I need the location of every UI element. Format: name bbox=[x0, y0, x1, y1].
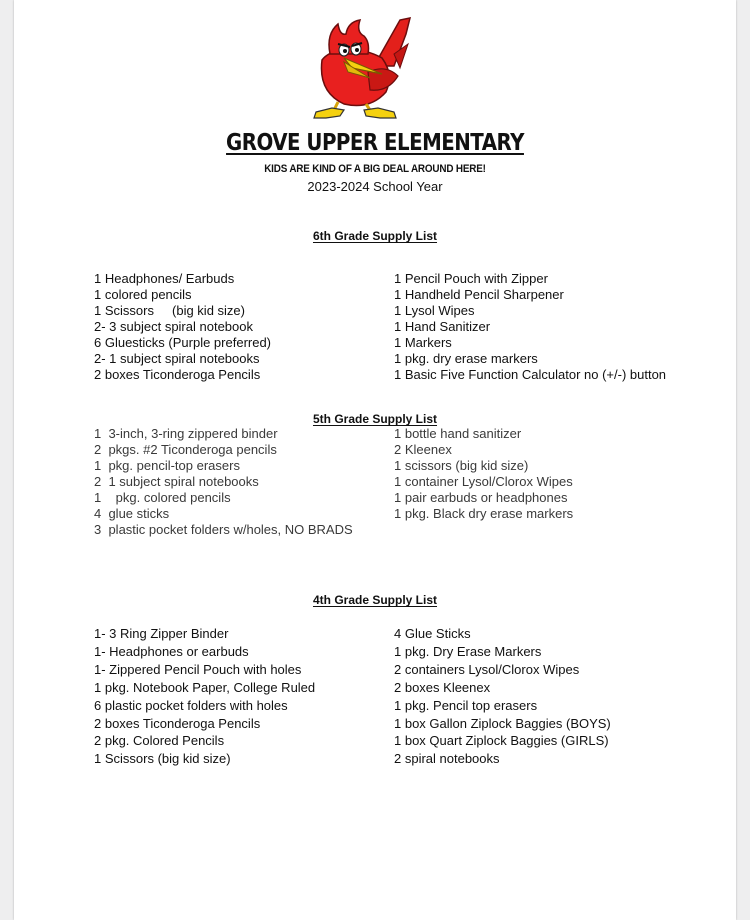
section-title-4th-grade: 4th Grade Supply List bbox=[312, 593, 438, 607]
list-item: 1- Headphones or earbuds bbox=[94, 643, 249, 659]
supply-list-6th-left bbox=[94, 271, 271, 383]
supply-list-4th-left bbox=[94, 625, 315, 768]
list-item: 1 box Gallon Ziplock Baggies (BOYS) bbox=[394, 715, 611, 731]
list-item: 1 Basic Five Function Calculator no (+/-) button bbox=[394, 367, 667, 382]
list-item: 2 containers Lysol/Clorox Wipes bbox=[394, 661, 580, 677]
section-title-6th-grade: 6th Grade Supply List bbox=[312, 229, 438, 243]
list-item: 6 plastic pocket folders with holes bbox=[94, 697, 288, 713]
list-item: 1 pkg. pencil-top erasers bbox=[94, 458, 240, 473]
list-item: 1 colored pencils bbox=[94, 287, 192, 302]
list-item: 2 boxes Ticonderoga Pencils bbox=[94, 715, 261, 731]
list-item: 1 Hand Sanitizer bbox=[394, 319, 491, 334]
list-item: 1 box Quart Ziplock Baggies (GIRLS) bbox=[394, 733, 609, 749]
supply-list-4th-right bbox=[394, 625, 611, 768]
list-item: 1 pair earbuds or headphones bbox=[394, 490, 568, 505]
list-item: 1 Markers bbox=[394, 335, 452, 350]
list-item: 2 spiral notebooks bbox=[394, 751, 500, 767]
list-item: 2 1 subject spiral notebooks bbox=[94, 474, 259, 489]
list-item: 1 Handheld Pencil Sharpener bbox=[394, 287, 564, 302]
document-page bbox=[14, 0, 736, 920]
school-tagline: KIDS ARE KIND OF A BIG DEAL AROUND HERE! bbox=[264, 163, 486, 175]
list-item: 2 pkg. Colored Pencils bbox=[94, 733, 225, 749]
list-item: 2- 1 subject spiral notebooks bbox=[94, 351, 260, 366]
list-item: 1 Headphones/ Earbuds bbox=[94, 271, 235, 286]
list-item: 1 pkg. dry erase markers bbox=[394, 351, 538, 366]
section-title-5th-grade: 5th Grade Supply List bbox=[312, 412, 438, 426]
list-item: 1 bottle hand sanitizer bbox=[394, 426, 522, 441]
list-item: 4 glue sticks bbox=[94, 506, 170, 521]
list-item: 1 Lysol Wipes bbox=[394, 303, 475, 318]
list-item: 1 pkg. colored pencils bbox=[94, 490, 231, 505]
list-item: 1 Scissors (big kid size) bbox=[94, 751, 231, 767]
cardinal-mascot-icon bbox=[282, 14, 432, 122]
list-item: 1 pkg. Black dry erase markers bbox=[394, 506, 574, 521]
list-item: 2 boxes Ticonderoga Pencils bbox=[94, 367, 261, 382]
list-item: 1 3-inch, 3-ring zippered binder bbox=[94, 426, 278, 441]
list-item: 1 pkg. Notebook Paper, College Ruled bbox=[94, 679, 316, 695]
school-year: 2023-2024 School Year bbox=[307, 179, 443, 194]
list-item: 1 container Lysol/Clorox Wipes bbox=[394, 474, 573, 489]
list-item: 1 scissors (big kid size) bbox=[394, 458, 529, 473]
list-item: 2 Kleenex bbox=[394, 442, 452, 457]
list-item: 1 pkg. Dry Erase Markers bbox=[394, 643, 542, 659]
list-item: 4 Glue Sticks bbox=[394, 626, 471, 641]
list-item: 1 Pencil Pouch with Zipper bbox=[394, 271, 548, 286]
school-name: GROVE UPPER ELEMENTARY bbox=[226, 130, 524, 156]
supply-list-5th-left bbox=[94, 426, 353, 538]
list-item: 2 pkgs. #2 Ticonderoga pencils bbox=[94, 442, 277, 457]
list-item: 2 boxes Kleenex bbox=[394, 679, 491, 695]
supply-list-6th-right bbox=[394, 271, 666, 383]
list-item: 1 Scissors (big kid size) bbox=[94, 303, 245, 318]
list-item: 6 Gluesticks (Purple preferred) bbox=[94, 335, 272, 350]
supply-list-5th-right bbox=[394, 426, 573, 522]
list-item: 2- 3 subject spiral notebook bbox=[94, 319, 253, 334]
list-item: 1 pkg. Pencil top erasers bbox=[394, 697, 538, 713]
list-item: 1- 3 Ring Zipper Binder bbox=[94, 626, 229, 641]
list-item: 3 plastic pocket folders w/holes, NO BRADS bbox=[94, 522, 353, 537]
list-item: 1- Zippered Pencil Pouch with holes bbox=[94, 661, 302, 677]
